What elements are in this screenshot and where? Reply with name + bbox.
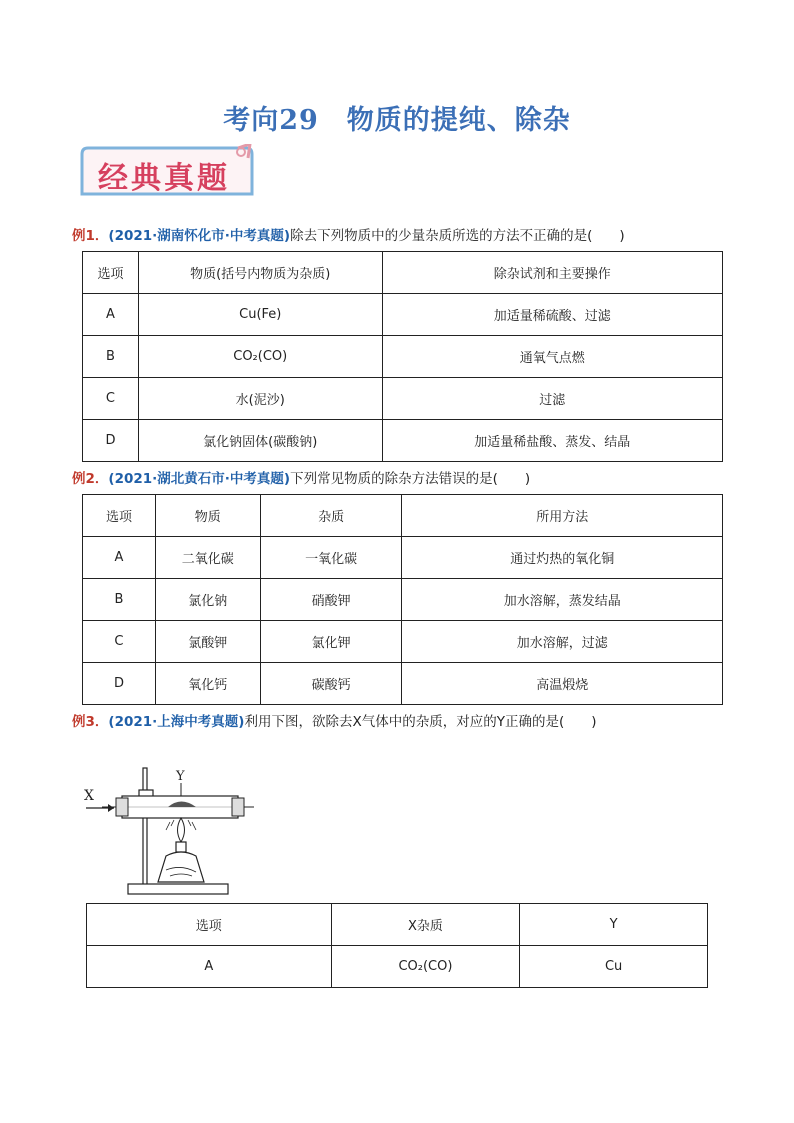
question-3-source: (2021·上海中考真题)	[108, 714, 245, 730]
table-header-row	[87, 904, 708, 946]
table-row	[83, 336, 723, 378]
question-1-source: (2021·湖南怀化市·中考真题)	[108, 228, 291, 244]
experiment-apparatus	[82, 760, 262, 900]
header-cell: 选项	[83, 252, 139, 294]
page-title: 考向29 物质的提纯、除杂	[223, 105, 571, 136]
table-cell: 碳酸钙	[260, 663, 402, 705]
question-2-table	[82, 494, 723, 705]
table-row	[83, 378, 723, 420]
table-header-row	[83, 495, 723, 537]
table-cell: A	[83, 294, 139, 336]
table-cell: 氯化钾	[260, 621, 402, 663]
table-cell: D	[83, 420, 139, 462]
table-cell: 氯化钠	[155, 579, 260, 621]
question-1-number: 例1．	[72, 228, 109, 244]
header-cell: 物质	[155, 495, 260, 537]
question-1-text: 除去下列物质中的少量杂质所选的方法不正确的是( )	[290, 228, 625, 244]
table-cell: 氯化钠固体(碳酸钠)	[138, 420, 382, 462]
section-badge	[78, 144, 256, 200]
table-cell: CO₂(CO)	[331, 946, 520, 988]
table-cell: Cu(Fe)	[138, 294, 382, 336]
question-2-number: 例2．	[72, 471, 109, 487]
table-cell: 通过灼热的氧化铜	[402, 537, 723, 579]
table-cell: 通氧气点燃	[382, 336, 722, 378]
question-2	[72, 470, 530, 488]
table-row	[83, 420, 723, 462]
table-cell: C	[83, 621, 156, 663]
x-label: X	[84, 788, 94, 804]
table-cell: 加水溶解，蒸发结晶	[402, 579, 723, 621]
table-cell: 二氧化碳	[155, 537, 260, 579]
header-cell: 选项	[83, 495, 156, 537]
table-cell: 氧化钙	[155, 663, 260, 705]
question-3	[72, 713, 596, 731]
table-cell: Cu	[520, 946, 708, 988]
table-cell: 氯酸钾	[155, 621, 260, 663]
header-cell: 杂质	[260, 495, 402, 537]
question-3-number: 例3．	[72, 714, 109, 730]
table-cell: 一氧化碳	[260, 537, 402, 579]
table-row	[83, 294, 723, 336]
question-3-table	[86, 903, 708, 988]
header-cell: X杂质	[331, 904, 520, 946]
table-cell: A	[87, 946, 332, 988]
apparatus-diagram-icon	[82, 760, 262, 900]
table-cell: 硝酸钾	[260, 579, 402, 621]
table-cell: 水(泥沙)	[138, 378, 382, 420]
table-cell: D	[83, 663, 156, 705]
header-cell: 物质(括号内物质为杂质)	[138, 252, 382, 294]
badge-label: 经典真题	[98, 161, 230, 196]
table-row	[83, 663, 723, 705]
table-cell: A	[83, 537, 156, 579]
table-cell: C	[83, 378, 139, 420]
question-2-source: (2021·湖北黄石市·中考真题)	[108, 471, 291, 487]
header-cell: Y	[520, 904, 708, 946]
table-cell: CO₂(CO)	[138, 336, 382, 378]
header-cell: 所用方法	[402, 495, 723, 537]
table-cell: 加适量稀盐酸、蒸发、结晶	[382, 420, 722, 462]
table-cell: B	[83, 579, 156, 621]
table-row	[83, 537, 723, 579]
table-row	[87, 946, 708, 988]
table-cell: 过滤	[382, 378, 722, 420]
table-row	[83, 579, 723, 621]
question-1	[72, 227, 625, 245]
table-cell: 高温煅烧	[402, 663, 723, 705]
header-cell: 选项	[87, 904, 332, 946]
table-cell: 加水溶解，过滤	[402, 621, 723, 663]
table-header-row	[83, 252, 723, 294]
table-row	[83, 621, 723, 663]
table-cell: B	[83, 336, 139, 378]
y-label: Y	[176, 769, 185, 784]
question-3-text: 利用下图，欲除去X气体中的杂质，对应的Y正确的是( )	[244, 714, 597, 730]
question-2-text: 下列常见物质的除杂方法错误的是( )	[290, 471, 531, 487]
table-cell: 加适量稀硫酸、过滤	[382, 294, 722, 336]
header-cell: 除杂试剂和主要操作	[382, 252, 722, 294]
question-1-table	[82, 251, 723, 462]
